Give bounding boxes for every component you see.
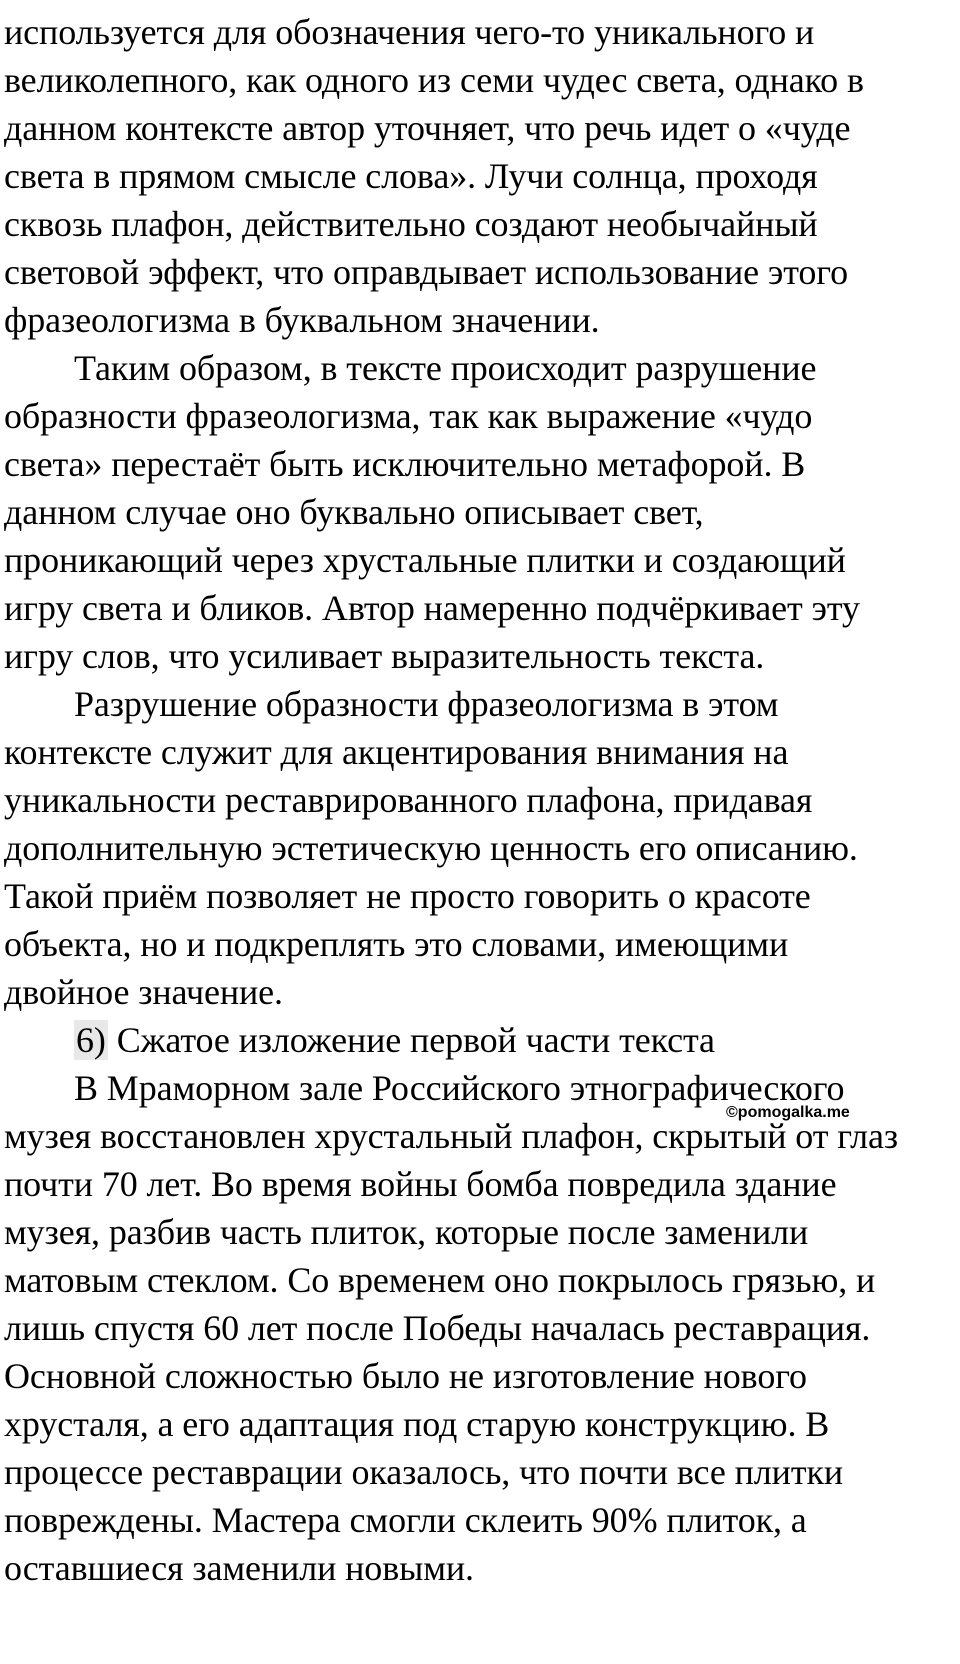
- text-line: почти 70 лет. Во время войны бомба повредила здание: [4, 1164, 837, 1204]
- text-line: фразеологизма в буквальном значении.: [4, 300, 600, 340]
- text-line: Основной сложностью было не изготовление нового: [4, 1356, 807, 1396]
- text-line: музея восстановлен хрустальный плафон, скрытый от глаз: [4, 1116, 898, 1156]
- text-line: матовым стеклом. Со временем оно покрылось грязью, и: [4, 1260, 876, 1300]
- watermark: ©pomogalka.me: [726, 1104, 850, 1121]
- text-line: великолепного, как одного из семи чудес света, однако в: [4, 60, 864, 100]
- text-line: используется для обозначения чего-то уникального и: [4, 12, 815, 52]
- text-line: данном контексте автор уточняет, что речь идет о «чуде: [4, 108, 851, 148]
- paragraph-first-line: Таким образом, в тексте происходит разрушение: [74, 348, 817, 388]
- text-line: проникающий через хрустальные плитки и создающий: [4, 540, 846, 580]
- text-line: процессе реставрации оказалось, что почти все плитки: [4, 1452, 844, 1492]
- text-line: объекта, но и подкреплять это словами, имеющими: [4, 924, 789, 964]
- text-line: сквозь плафон, действительно создают необычайный: [4, 204, 818, 244]
- text-line: хрусталя, а его адаптация под старую конструкцию. В: [4, 1404, 830, 1444]
- text-line: оставшиеся заменили новыми.: [4, 1548, 474, 1588]
- section-title: Сжатое изложение первой части текста: [116, 1020, 715, 1060]
- text-line: повреждены. Мастера смогли склеить 90% плиток, а: [4, 1500, 807, 1540]
- text-line: световой эффект, что оправдывает использование этого: [4, 252, 848, 292]
- text-line: двойное значение.: [4, 972, 283, 1012]
- text-line: лишь спустя 60 лет после Победы началась реставрация.: [4, 1308, 871, 1348]
- text-line: Такой приём позволяет не просто говорить о красоте: [4, 876, 811, 916]
- text-line: музея, разбив часть плиток, которые после заменили: [4, 1212, 809, 1252]
- text-line: света в прямом смысле слова». Лучи солнца, проходя: [4, 156, 818, 196]
- paragraph-first-line: Разрушение образности фразеологизма в этом: [74, 684, 779, 724]
- text-line: данном случае оно буквально описывает свет,: [4, 492, 704, 532]
- section-number: 6): [76, 1020, 106, 1060]
- text-line: дополнительную эстетическую ценность его описанию.: [4, 828, 858, 868]
- paragraph-first-line: В Мраморном зале Российского этнографического: [74, 1068, 845, 1108]
- text-line: контексте служит для акцентирования внимания на: [4, 732, 789, 772]
- section-heading: [74, 1022, 715, 1058]
- text-line: игру света и бликов. Автор намеренно подчёркивает эту: [4, 588, 860, 628]
- text-line: образности фразеологизма, так как выражение «чудо: [4, 396, 813, 436]
- text-line: игру слов, что усиливает выразительность текста.: [4, 636, 765, 676]
- text-line: уникальности реставрированного плафона, придавая: [4, 780, 813, 820]
- text-line: света» перестаёт быть исключительно метафорой. В: [4, 444, 806, 484]
